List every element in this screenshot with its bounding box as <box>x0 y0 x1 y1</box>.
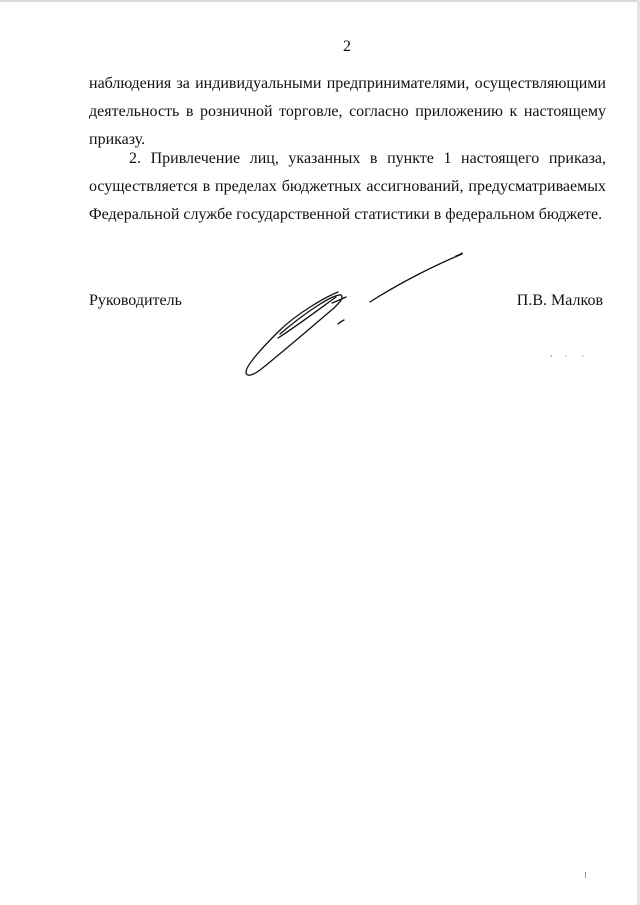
scan-edge-top <box>0 0 640 2</box>
paragraph-1-line: деятельность в розничной торговле, согласно приложению к настоящему <box>89 103 606 120</box>
signatory-name: П.В. Малков <box>516 292 603 309</box>
paragraph-2 <box>89 145 606 229</box>
paragraph-1-line: приказу. <box>89 131 146 148</box>
page-number: 2 <box>343 38 351 55</box>
paragraph-2-line: Федеральной службе государственной статистики в федеральном бюджете. <box>89 206 603 223</box>
paragraph-2-line: 2. Привлечение лиц, указанных в пункте 1 настоящего приказа, <box>129 150 606 167</box>
paragraph-1 <box>89 70 606 154</box>
signatory-title: Руководитель <box>89 292 182 309</box>
paragraph-1-line: наблюдения за индивидуальными предпринимателями, осуществляющими <box>89 75 606 92</box>
paragraph-2-line: осуществляется в пределах бюджетных ассигнований, предусматриваемых <box>89 178 606 195</box>
handwritten-signature <box>238 250 468 380</box>
